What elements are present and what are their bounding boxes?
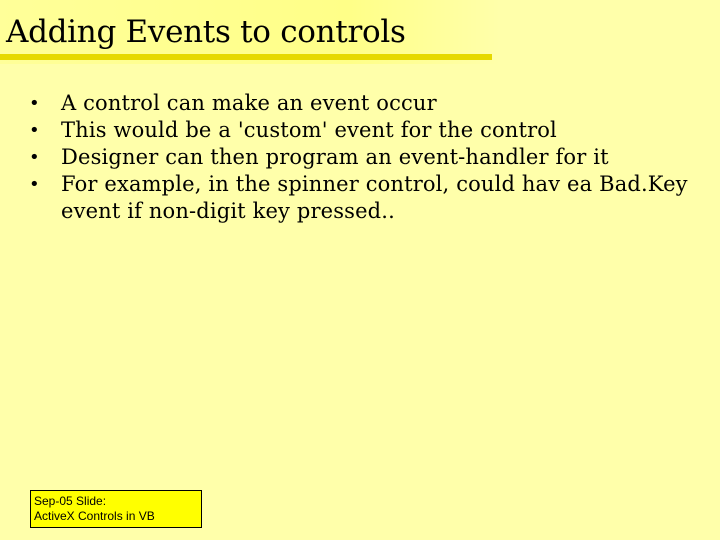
footer-box [30,490,202,528]
bullet-dot-icon: • [29,120,40,141]
bullet-item [24,144,714,171]
bullet-text: Designer can then program an event-handler for it [61,145,609,169]
bullet-dot-icon: • [29,174,40,195]
bullet-item [24,171,714,225]
title-underline [0,54,492,60]
bullet-dot-icon: • [29,147,40,168]
bullet-text: This would be a 'custom' event for the control [61,118,557,142]
footer-date: Sep-05 Slide: [34,494,107,508]
slide-title: Adding Events to controls [6,14,406,50]
bullet-text: For example, in the spinner control, could hav ea Bad.Key event if non-digit key pressed.. [61,172,688,223]
bullet-list [24,90,714,225]
footer-topic: ActiveX Controls in VB [34,509,155,523]
bullet-dot-icon: • [29,93,40,114]
bullet-item [24,90,714,117]
bullet-item [24,117,714,144]
bullet-text: A control can make an event occur [61,91,437,115]
